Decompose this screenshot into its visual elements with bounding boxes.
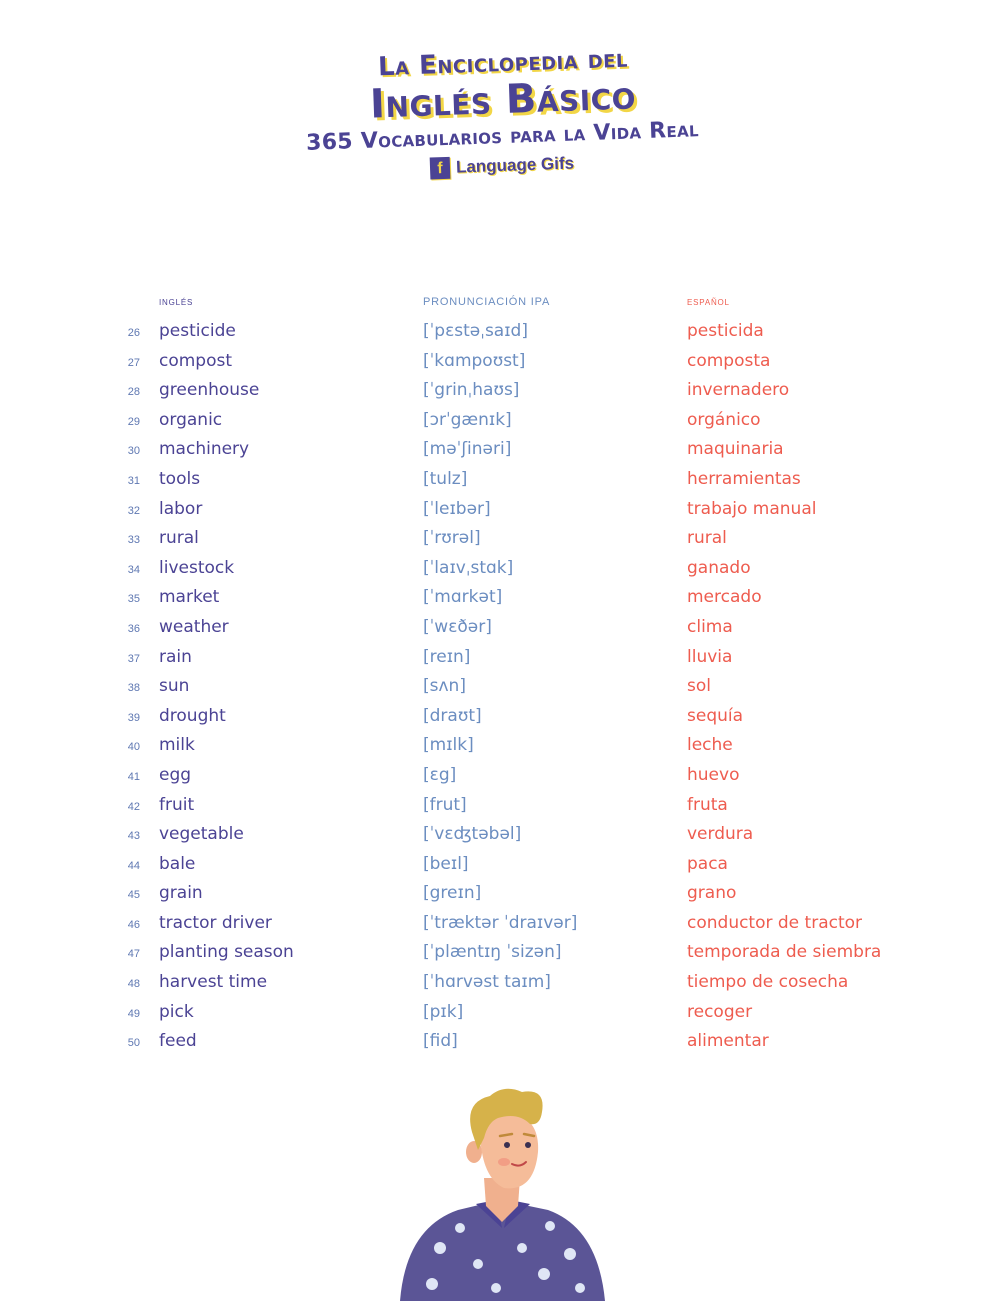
header-ipa: PRONUNCIACIÓN IPA (423, 296, 551, 308)
vocab-row (0, 644, 1005, 674)
vocab-row (0, 1028, 1005, 1058)
vocab-row (0, 525, 1005, 555)
ipa-pronunciation: [greɪn] (423, 883, 482, 904)
ipa-pronunciation: [sʌn] (423, 676, 466, 697)
row-number: 46 (127, 918, 140, 931)
vocab-row (0, 466, 1005, 496)
vocab-row (0, 496, 1005, 526)
title-line-1: La Enciclopedia del (377, 43, 628, 83)
ipa-pronunciation: [ˈvɛʤtəbəl] (423, 824, 522, 845)
ipa-pronunciation: [ˈtræktər ˈdraɪvər] (423, 912, 578, 933)
spanish-translation: rural (687, 528, 727, 549)
brand[interactable] (430, 152, 575, 179)
ipa-pronunciation: [ɛg] (423, 764, 457, 785)
ipa-pronunciation: [ˈpɛstəˌsaɪd] (423, 321, 528, 341)
english-word: harvest time (159, 972, 268, 993)
vocab-row (0, 318, 1005, 348)
spanish-translation: sequía (687, 705, 744, 726)
english-word: weather (159, 616, 229, 637)
english-word: feed (159, 1031, 197, 1052)
spanish-translation: pesticida (687, 321, 764, 341)
vocab-row (0, 703, 1005, 733)
ipa-pronunciation: [ɔrˈgænɪk] (423, 409, 512, 430)
english-word: organic (159, 409, 223, 430)
ipa-pronunciation: [reɪn] (423, 646, 471, 667)
title-block (0, 43, 1005, 178)
english-word: tools (159, 468, 201, 489)
row-number: 36 (127, 622, 140, 635)
english-word: labor (159, 498, 203, 519)
spanish-translation: maquinaria (687, 439, 784, 460)
vocab-row (0, 999, 1005, 1029)
english-word: vegetable (159, 824, 244, 845)
vocab-row (0, 880, 1005, 910)
spanish-translation: sol (687, 676, 711, 697)
vocab-row (0, 377, 1005, 407)
english-word: greenhouse (159, 380, 260, 401)
spanish-translation: leche (687, 735, 733, 756)
spanish-translation: verdura (687, 824, 754, 845)
ipa-pronunciation: [ˈwɛðər] (423, 616, 492, 637)
row-number: 30 (127, 445, 140, 458)
vocab-row (0, 939, 1005, 969)
row-number: 41 (127, 770, 140, 783)
row-number: 35 (127, 593, 140, 606)
header-spanish: español (687, 296, 730, 308)
ipa-pronunciation: [frut] (423, 794, 467, 815)
row-number: 32 (127, 504, 140, 517)
english-word: rural (159, 528, 199, 549)
english-word: planting season (159, 942, 294, 963)
vocab-row (0, 821, 1005, 851)
english-word: pesticide (159, 321, 236, 341)
spanish-translation: alimentar (687, 1031, 769, 1052)
title-line-2: Inglés Básico (368, 72, 637, 128)
ipa-pronunciation: [ˈplæntɪŋ ˈsizən] (423, 942, 562, 963)
english-word: grain (159, 883, 203, 904)
english-word: rain (159, 646, 192, 667)
spanish-translation: composta (687, 350, 771, 371)
row-number: 39 (127, 711, 140, 724)
row-number: 47 (127, 948, 140, 961)
spanish-translation: paca (687, 853, 728, 874)
vocab-row (0, 792, 1005, 822)
row-number: 44 (127, 859, 140, 872)
row-number: 29 (127, 415, 140, 428)
ipa-pronunciation: [ˈkɑmpoʊst] (423, 350, 526, 371)
spanish-translation: recoger (687, 1001, 753, 1022)
ipa-pronunciation: [draʊt] (423, 705, 482, 726)
row-number: 33 (127, 534, 140, 547)
english-word: market (159, 587, 220, 608)
row-number: 34 (127, 563, 140, 576)
vocab-row (0, 614, 1005, 644)
english-word: pick (159, 1001, 194, 1022)
spanish-translation: huevo (687, 764, 740, 785)
english-word: milk (159, 735, 195, 756)
vocab-row (0, 732, 1005, 762)
spanish-translation: lluvia (687, 646, 733, 667)
english-word: tractor driver (159, 912, 272, 933)
ipa-pronunciation: [ˈrʊrəl] (423, 528, 481, 549)
ipa-pronunciation: [mɪlk] (423, 735, 474, 756)
english-word: bale (159, 853, 196, 874)
ipa-pronunciation: [pɪk] (423, 1001, 464, 1022)
ipa-pronunciation: [ˈlaɪvˌstɑk] (423, 557, 514, 578)
ipa-pronunciation: [tulz] (423, 468, 468, 489)
vocab-row (0, 348, 1005, 378)
row-number: 28 (127, 386, 140, 399)
ipa-pronunciation: [ˈhɑrvəst taɪm] (423, 972, 551, 993)
facebook-icon: f (430, 157, 451, 180)
row-number: 49 (127, 1007, 140, 1020)
spanish-translation: temporada de siembra (687, 942, 882, 963)
row-number: 50 (127, 1037, 140, 1050)
row-number: 42 (127, 800, 140, 813)
english-word: egg (159, 764, 192, 785)
vocab-row (0, 762, 1005, 792)
ipa-pronunciation: [beɪl] (423, 853, 469, 874)
spanish-translation: tiempo de cosecha (687, 972, 849, 993)
spanish-translation: clima (687, 616, 733, 637)
spanish-translation: conductor de tractor (687, 912, 863, 933)
spanish-translation: invernadero (687, 380, 790, 401)
english-word: drought (159, 705, 226, 726)
row-number: 27 (127, 356, 140, 369)
vocab-row (0, 407, 1005, 437)
vocab-row (0, 584, 1005, 614)
row-number: 26 (127, 327, 140, 339)
row-number: 40 (127, 741, 140, 754)
spanish-translation: grano (687, 883, 737, 904)
row-number: 31 (127, 474, 140, 487)
vocab-row (0, 851, 1005, 881)
spanish-translation: trabajo manual (687, 498, 817, 519)
vocab-row (0, 910, 1005, 940)
english-word: livestock (159, 557, 235, 578)
ipa-pronunciation: [ˈmɑrkət] (423, 587, 503, 608)
column-headers (0, 296, 1005, 312)
row-number: 48 (127, 978, 140, 991)
vocabulary-list (0, 318, 1005, 1058)
spanish-translation: orgánico (687, 409, 761, 430)
english-word: fruit (159, 794, 195, 815)
ipa-pronunciation: [fid] (423, 1031, 458, 1052)
english-word: compost (159, 350, 233, 371)
brand-name: Language Gifs (456, 153, 575, 177)
spanish-translation: ganado (687, 557, 751, 578)
english-word: machinery (159, 439, 250, 460)
row-number: 45 (127, 889, 140, 902)
row-number: 43 (127, 830, 140, 843)
vocab-row (0, 969, 1005, 999)
spanish-translation: fruta (687, 794, 728, 815)
vocab-row (0, 555, 1005, 585)
vocab-row (0, 673, 1005, 703)
row-number: 37 (127, 652, 140, 665)
ipa-pronunciation: [ˈgrinˌhaʊs] (423, 380, 520, 401)
header-english: inglés (159, 296, 194, 308)
row-number: 38 (127, 682, 140, 695)
spanish-translation: herramientas (687, 468, 801, 489)
vocab-row (0, 436, 1005, 466)
english-word: sun (159, 676, 190, 697)
ipa-pronunciation: [ˈleɪbər] (423, 498, 491, 519)
man-character-illustration (400, 1088, 605, 1301)
subtitle: 365 Vocabularios para la Vida Real (305, 117, 700, 156)
spanish-translation: mercado (687, 587, 762, 608)
ipa-pronunciation: [məˈʃinəri] (423, 439, 512, 460)
